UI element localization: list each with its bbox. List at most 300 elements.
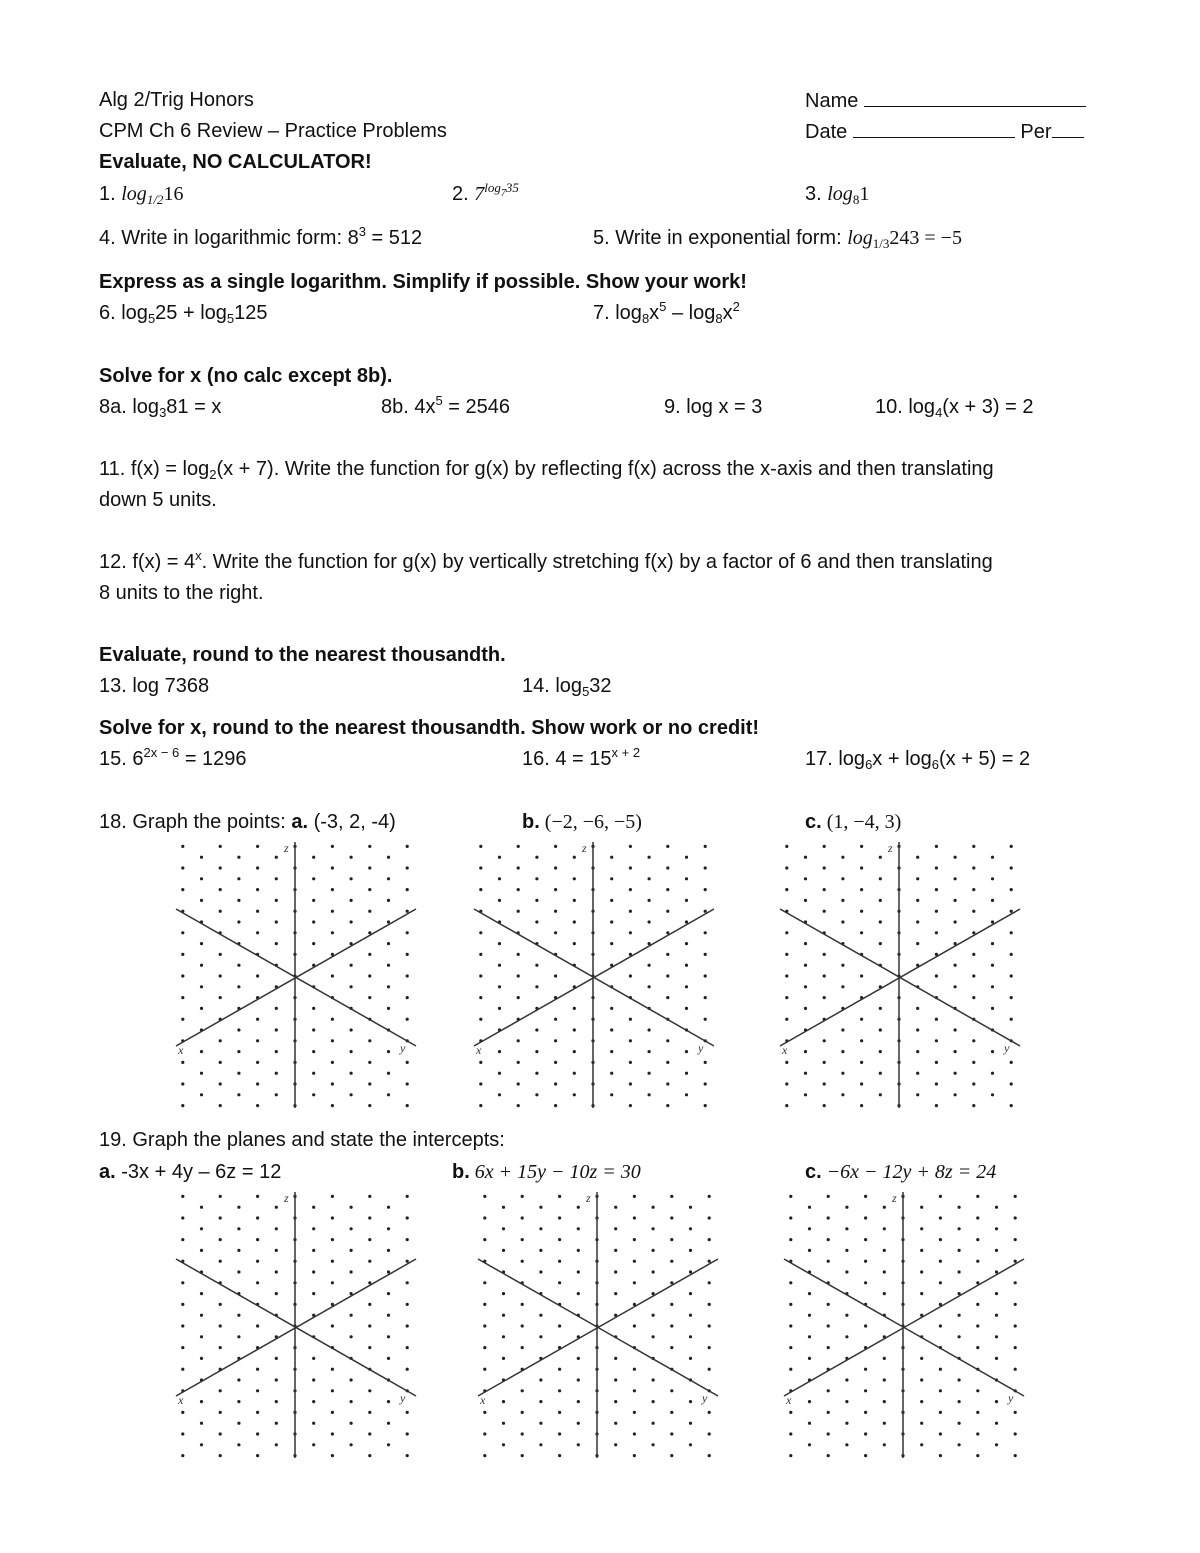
grid-dot: [502, 1206, 505, 1209]
grid-dot: [808, 1357, 811, 1360]
grid-dot: [573, 1007, 576, 1010]
grid-dot: [237, 1378, 240, 1381]
grid-dot: [219, 1082, 222, 1085]
grid-dot: [995, 1206, 998, 1209]
grid-dot: [368, 1432, 371, 1435]
grid-dot: [633, 1195, 636, 1198]
grid-dot: [685, 877, 688, 880]
grid-dot: [573, 1072, 576, 1075]
grid-dot: [785, 888, 788, 891]
grid-dot: [479, 1082, 482, 1085]
grid-dot: [860, 888, 863, 891]
grid-dot: [577, 1400, 580, 1403]
grid-dot: [785, 931, 788, 934]
grid-dot: [827, 1260, 830, 1263]
grid-dot: [1014, 1195, 1017, 1198]
grid-dot: [685, 1050, 688, 1053]
grid-dot: [958, 1270, 961, 1273]
grid-dot: [350, 920, 353, 923]
grid-dot: [789, 1216, 792, 1219]
grid-dot: [181, 845, 184, 848]
grid-dot: [958, 1206, 961, 1209]
grid-dot: [483, 1368, 486, 1371]
grid-dot: [573, 1028, 576, 1031]
grid-dot: [181, 1061, 184, 1064]
grid-dot: [275, 877, 278, 880]
grid-dot: [804, 877, 807, 880]
grid-dot: [331, 1039, 334, 1042]
grid-dot: [256, 888, 259, 891]
grid-dot: [483, 1411, 486, 1414]
grid-dot: [976, 1216, 979, 1219]
isometric-grid-19c[interactable]: [778, 1188, 1028, 1460]
grid-dot: [652, 1335, 655, 1338]
y-axis-label: y: [1004, 1041, 1010, 1055]
grid-dot: [845, 1227, 848, 1230]
grid-dot: [387, 1227, 390, 1230]
grid-dot: [991, 899, 994, 902]
grid-dot: [406, 1346, 409, 1349]
grid-dot: [614, 1270, 617, 1273]
grid-dot: [387, 1072, 390, 1075]
grid-dot: [237, 920, 240, 923]
z-axis-label: z: [284, 1191, 289, 1205]
grid-dot: [406, 1281, 409, 1284]
grid-dot: [991, 856, 994, 859]
grid-dot: [652, 1443, 655, 1446]
grid-dot: [350, 1028, 353, 1031]
grid-dot: [920, 1443, 923, 1446]
grid-dot: [502, 1443, 505, 1446]
grid-dot: [954, 899, 957, 902]
grid-dot: [1014, 1238, 1017, 1241]
grid-dot: [200, 1357, 203, 1360]
name-blank[interactable]: [864, 88, 1086, 107]
grid-dot: [666, 1039, 669, 1042]
grid-dot: [406, 910, 409, 913]
grid-dot: [521, 1346, 524, 1349]
grid-dot: [883, 1443, 886, 1446]
grid-dot: [350, 1093, 353, 1096]
grid-dot: [883, 1206, 886, 1209]
section-heading-solve: Solve for x (no calc except 8b).: [99, 365, 393, 387]
grid-dot: [823, 996, 826, 999]
grid-dot: [785, 1104, 788, 1107]
grid-dot: [995, 1227, 998, 1230]
grid-dot: [629, 1061, 632, 1064]
grid-dot: [666, 1104, 669, 1107]
grid-dot: [517, 888, 520, 891]
grid-dot: [920, 1206, 923, 1209]
grid-dot: [406, 1432, 409, 1435]
problem-7: 7. $\log_8x^5 - \log_8x^2$: [593, 299, 740, 326]
grid-dot: [275, 1443, 278, 1446]
grid-dot: [991, 920, 994, 923]
grid-dot: [648, 1093, 651, 1096]
grid-dot: [181, 1195, 184, 1198]
grid-dot: [1014, 1216, 1017, 1219]
grid-dot: [916, 856, 919, 859]
grid-dot: [502, 1314, 505, 1317]
grid-dot: [704, 974, 707, 977]
grid-dot: [920, 1292, 923, 1295]
grid-dot: [935, 1018, 938, 1021]
z-axis-label: z: [582, 841, 587, 855]
grid-dot: [483, 1454, 486, 1457]
grid-dot: [860, 1061, 863, 1064]
grid-dot: [200, 1443, 203, 1446]
isometric-grid-18c[interactable]: [774, 838, 1024, 1110]
grid-dot: [312, 920, 315, 923]
grid-dot: [558, 1281, 561, 1284]
grid-dot: [823, 910, 826, 913]
grid-dot: [652, 1270, 655, 1273]
grid-dot: [219, 1195, 222, 1198]
grid-dot: [237, 1072, 240, 1075]
grid-dot: [879, 1007, 882, 1010]
grid-dot: [387, 1443, 390, 1446]
grid-dot: [879, 920, 882, 923]
x-axis-label: x: [476, 1043, 482, 1057]
grid-dot: [939, 1216, 942, 1219]
grid-dot: [652, 1206, 655, 1209]
name-field[interactable]: [805, 88, 1086, 113]
grid-dot: [610, 1050, 613, 1053]
grid-dot: [864, 1216, 867, 1219]
grid-dot: [521, 1216, 524, 1219]
grid-dot: [860, 845, 863, 848]
grid-dot: [387, 1422, 390, 1425]
grid-dot: [827, 1432, 830, 1435]
per-label: Per: [1020, 121, 1052, 143]
grid-dot: [823, 1061, 826, 1064]
problem-18-c: c. (1, −4, 3): [805, 811, 902, 833]
grid-dot: [368, 888, 371, 891]
date-field[interactable]: [805, 119, 1084, 144]
grid-dot: [704, 1104, 707, 1107]
grid-dot: [200, 1093, 203, 1096]
date-blank[interactable]: [853, 119, 1015, 138]
grid-dot: [808, 1422, 811, 1425]
grid-dot: [610, 920, 613, 923]
grid-dot: [275, 1093, 278, 1096]
grid-dot: [331, 931, 334, 934]
grid-dot: [275, 942, 278, 945]
grid-dot: [670, 1454, 673, 1457]
isometric-grid-18b[interactable]: [468, 838, 718, 1110]
grid-dot: [633, 1454, 636, 1457]
grid-dot: [823, 888, 826, 891]
grid-dot: [219, 1324, 222, 1327]
grid-dot: [823, 974, 826, 977]
grid-dot: [666, 888, 669, 891]
grid-dot: [502, 1335, 505, 1338]
grid-dot: [517, 1082, 520, 1085]
grid-dot: [275, 1050, 278, 1053]
grid-dot: [704, 931, 707, 934]
grid-dot: [845, 1443, 848, 1446]
grid-dot: [804, 856, 807, 859]
grid-dot: [406, 1061, 409, 1064]
grid-dot: [558, 1432, 561, 1435]
grid-dot: [219, 1260, 222, 1263]
grid-dot: [708, 1260, 711, 1263]
grid-dot: [256, 1082, 259, 1085]
grid-dot: [312, 1400, 315, 1403]
grid-dot: [558, 1216, 561, 1219]
grid-dot: [666, 1082, 669, 1085]
grid-dot: [864, 1238, 867, 1241]
grid-dot: [331, 1432, 334, 1435]
grid-dot: [200, 1292, 203, 1295]
grid-dot: [808, 1314, 811, 1317]
grid-dot: [860, 974, 863, 977]
grid-dot: [845, 1314, 848, 1317]
grid-dot: [629, 1039, 632, 1042]
grid-dot: [629, 974, 632, 977]
grid-dot: [841, 899, 844, 902]
grid-dot: [387, 1270, 390, 1273]
grid-dot: [368, 1104, 371, 1107]
grid-dot: [916, 1072, 919, 1075]
grid-dot: [841, 1050, 844, 1053]
grid-dot: [954, 1050, 957, 1053]
grid-dot: [498, 877, 501, 880]
grid-dot: [785, 1018, 788, 1021]
grid-dot: [479, 888, 482, 891]
grid-dot: [648, 985, 651, 988]
grid-dot: [808, 1443, 811, 1446]
isometric-grid-19a[interactable]: [170, 1188, 420, 1460]
grid-dot: [181, 1324, 184, 1327]
grid-dot: [517, 910, 520, 913]
grid-dot: [521, 1454, 524, 1457]
grid-dot: [539, 1400, 542, 1403]
grid-dot: [219, 1454, 222, 1457]
grid-dot: [991, 1072, 994, 1075]
z-axis-label: z: [284, 841, 289, 855]
grid-dot: [1010, 996, 1013, 999]
grid-dot: [554, 866, 557, 869]
grid-dot: [920, 1270, 923, 1273]
problem-13: 13. log 7368: [99, 675, 210, 697]
grid-dot: [200, 1422, 203, 1425]
grid-dot: [685, 964, 688, 967]
grid-dot: [808, 1227, 811, 1230]
grid-dot: [972, 1104, 975, 1107]
z-axis-label: z: [892, 1191, 897, 1205]
grid-dot: [972, 1061, 975, 1064]
grid-dot: [804, 964, 807, 967]
grid-dot: [406, 888, 409, 891]
grid-dot: [331, 1104, 334, 1107]
grid-dot: [823, 1082, 826, 1085]
x-axis-label: x: [782, 1043, 788, 1057]
grid-dot: [219, 1389, 222, 1392]
grid-dot: [406, 1018, 409, 1021]
grid-dot: [275, 1227, 278, 1230]
grid-dot: [633, 1432, 636, 1435]
grid-dot: [648, 877, 651, 880]
grid-dot: [558, 1238, 561, 1241]
grid-dot: [652, 1400, 655, 1403]
grid-dot: [845, 1335, 848, 1338]
grid-dot: [387, 1335, 390, 1338]
grid-dot: [554, 1082, 557, 1085]
grid-dot: [573, 1093, 576, 1096]
grid-dot: [670, 1411, 673, 1414]
grid-dot: [498, 1093, 501, 1096]
isometric-grid-18a[interactable]: [170, 838, 420, 1110]
grid-dot: [573, 899, 576, 902]
grid-dot: [1010, 1018, 1013, 1021]
grid-dot: [920, 1422, 923, 1425]
grid-dot: [648, 899, 651, 902]
grid-dot: [958, 1314, 961, 1317]
grid-dot: [483, 1303, 486, 1306]
grid-dot: [916, 1093, 919, 1096]
grid-dot: [350, 1400, 353, 1403]
grid-dot: [708, 1216, 711, 1219]
grid-dot: [935, 845, 938, 848]
grid-dot: [558, 1368, 561, 1371]
grid-dot: [883, 1378, 886, 1381]
grid-dot: [331, 1368, 334, 1371]
grid-dot: [517, 845, 520, 848]
grid-dot: [827, 1346, 830, 1349]
problem-10: 10. $\log_4(x + 3) = 2$: [875, 396, 1034, 420]
grid-dot: [958, 1422, 961, 1425]
grid-dot: [708, 1281, 711, 1284]
grid-dot: [331, 1281, 334, 1284]
grid-dot: [256, 845, 259, 848]
grid-dot: [789, 1324, 792, 1327]
grid-dot: [883, 1357, 886, 1360]
grid-dot: [498, 942, 501, 945]
grid-dot: [350, 985, 353, 988]
grid-dot: [554, 974, 557, 977]
grid-dot: [237, 985, 240, 988]
grid-dot: [312, 1378, 315, 1381]
grid-dot: [972, 845, 975, 848]
grid-dot: [200, 942, 203, 945]
grid-dot: [483, 1216, 486, 1219]
grid-dot: [573, 920, 576, 923]
grid-dot: [312, 1206, 315, 1209]
grid-dot: [935, 888, 938, 891]
worksheet-title: CPM Ch 6 Review – Practice Problems: [99, 120, 447, 142]
grid-dot: [614, 1227, 617, 1230]
grid-dot: [610, 877, 613, 880]
grid-dot: [789, 1454, 792, 1457]
grid-dot: [972, 888, 975, 891]
problem-11-line2: down 5 units.: [99, 489, 217, 511]
grid-dot: [368, 996, 371, 999]
grid-dot: [804, 1050, 807, 1053]
grid-dot: [406, 1260, 409, 1263]
grid-dot: [368, 1346, 371, 1349]
grid-dot: [785, 953, 788, 956]
grid-dot: [920, 1400, 923, 1403]
grid-dot: [312, 1357, 315, 1360]
grid-dot: [237, 1028, 240, 1031]
grid-dot: [256, 1324, 259, 1327]
grid-dot: [406, 931, 409, 934]
grid-dot: [708, 1454, 711, 1457]
problem-6: 6. $\log_525 + \log_5125$: [99, 302, 268, 326]
problem-19-a: a. -3x + 4y – 6z = 12: [99, 1161, 282, 1183]
grid-dot: [237, 1270, 240, 1273]
grid-dot: [368, 1411, 371, 1414]
grid-dot: [275, 856, 278, 859]
grid-dot: [200, 856, 203, 859]
grid-dot: [312, 877, 315, 880]
grid-dot: [406, 1082, 409, 1085]
grid-dot: [406, 1104, 409, 1107]
grid-dot: [666, 845, 669, 848]
grid-dot: [629, 888, 632, 891]
grid-dot: [789, 1303, 792, 1306]
grid-dot: [954, 856, 957, 859]
grid-dot: [498, 899, 501, 902]
grid-dot: [689, 1335, 692, 1338]
grid-dot: [521, 1389, 524, 1392]
grid-dot: [808, 1292, 811, 1295]
grid-dot: [181, 996, 184, 999]
grid-dot: [406, 1238, 409, 1241]
grid-dot: [535, 1050, 538, 1053]
grid-dot: [554, 1104, 557, 1107]
grid-dot: [1014, 1411, 1017, 1414]
grid-dot: [860, 931, 863, 934]
grid-dot: [350, 1335, 353, 1338]
grid-dot: [350, 1206, 353, 1209]
grid-dot: [577, 1227, 580, 1230]
grid-dot: [331, 1260, 334, 1263]
grid-dot: [841, 920, 844, 923]
grid-dot: [633, 1281, 636, 1284]
grid-dot: [368, 910, 371, 913]
grid-dot: [406, 1411, 409, 1414]
grid-dot: [958, 1400, 961, 1403]
isometric-grid-19b[interactable]: [472, 1188, 722, 1460]
grid-dot: [991, 1093, 994, 1096]
grid-dot: [879, 877, 882, 880]
grid-dot: [200, 1007, 203, 1010]
grid-dot: [368, 1324, 371, 1327]
grid-dot: [1010, 910, 1013, 913]
grid-dot: [502, 1227, 505, 1230]
grid-dot: [976, 1195, 979, 1198]
grid-dot: [883, 1249, 886, 1252]
grid-dot: [670, 1195, 673, 1198]
grid-dot: [629, 1018, 632, 1021]
grid-dot: [219, 866, 222, 869]
grid-dot: [275, 920, 278, 923]
problem-9: 9. log x = 3: [664, 396, 763, 418]
grid-dot: [860, 1104, 863, 1107]
grid-dot: [498, 856, 501, 859]
grid-dot: [935, 866, 938, 869]
grid-dot: [387, 1007, 390, 1010]
problem-19-intro: 19. Graph the planes and state the intercepts:: [99, 1129, 505, 1151]
grid-dot: [972, 953, 975, 956]
grid-dot: [954, 1028, 957, 1031]
problem-4: 4. Write in logarithmic form: $8^3 = 512$: [99, 224, 423, 249]
per-blank[interactable]: [1052, 119, 1084, 138]
grid-dot: [935, 1104, 938, 1107]
grid-dot: [789, 1368, 792, 1371]
